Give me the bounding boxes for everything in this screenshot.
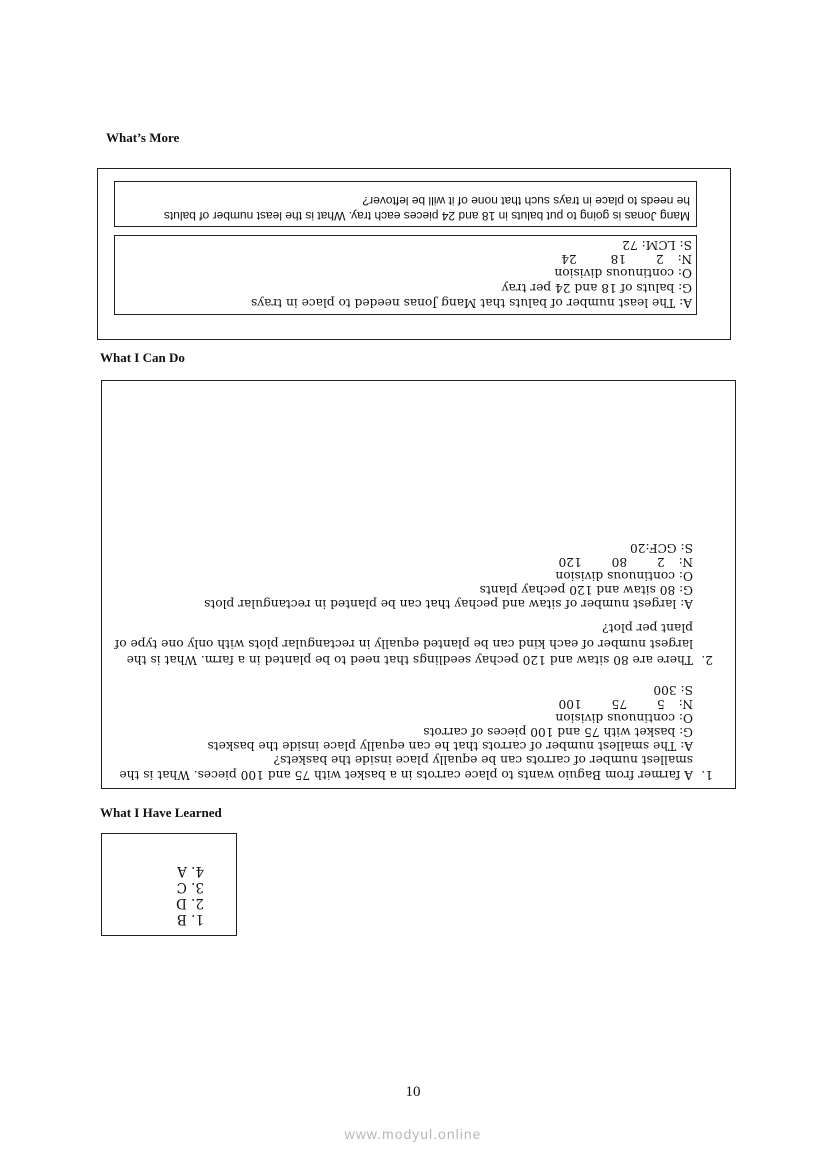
answer-o: O: continuous division [554,266,692,280]
item1-line-3: A: The smallest number of carrots that he can equally place inside the baskets [207,739,693,753]
answer-a: A: The least number of baluts that Mang Jonas needed to place in trays [250,296,692,310]
item2-line-1: There are 80 sitaw and 120 pechay seedlings that need to be planted in a farm. What is the [126,653,693,667]
whats-more-answer-box [114,235,697,315]
learned-answer-3: 3. C [176,879,204,895]
heading-what-i-can-do: What I Can Do [100,350,185,365]
item2-line-5: G: 80 sitaw and 120 pechay plants [479,583,693,597]
item2-n-value-1: 2 [657,555,665,569]
item1-n-value-3: 100 [558,697,582,711]
item1-line-5: O: continuous division [555,711,693,725]
answer-n-value-2: 18 [610,252,627,266]
item1-n-label: N: [678,697,693,711]
answer-n-value-3: 24 [561,252,577,266]
page-number: 10 [405,1084,421,1100]
item1-n-value-1: 5 [657,697,665,711]
heading-what-i-have-learned: What I Have Learned [100,805,222,820]
learned-answer-4: 4. A [177,863,204,879]
problem-line-1: Mang Jonas is going to put baluts in 18 and 24 pieces each tray. What is the least number of baluts [163,209,690,223]
item2-line-6: O: continuous division [555,569,693,583]
item2-n-value-3: 120 [558,555,582,569]
item2-line-4: A: largest number of sitaw and pechay that can be planted in rectangular plots [204,597,693,611]
answer-s: S: LCM: 72 [622,238,692,252]
item2-line-3: plant per plot? [602,621,693,635]
heading-whats-more: What’s More [106,130,180,145]
answer-n-label: N: [677,252,692,266]
whats-more-problem-box [114,181,697,227]
what-i-have-learned-box [101,833,237,936]
item1-s: S: 300 [653,683,693,697]
item2-s: S: GCF:20 [629,541,693,555]
watermark: www.modyul.online [344,1126,482,1142]
item1-line-1: A farmer from Baguio wants to place carrots in a basket with 75 and 100 pieces. What is the [119,768,693,782]
item1-n-value-2: 75 [611,697,628,711]
item2-n-label: N: [678,555,693,569]
item1-number: 1. [701,768,713,782]
item1-line-2: smallest number of carrots can be equally place inside the baskets? [273,753,693,767]
item2-n-value-2: 80 [611,555,628,569]
learned-answer-1: 1. B [176,911,204,927]
answer-g: G: baluts of 18 and 24 per tray [501,281,692,295]
answer-n [561,252,692,265]
item1-n [558,697,693,710]
answer-n-value-1: 2 [656,252,664,266]
item2-n [558,555,693,568]
learned-answer-2: 2. D [176,895,204,911]
item2-number: 2. [701,653,713,667]
item2-line-2: largest number of each kind can be planted equally in rectangular plots with only one type of [114,637,693,651]
what-i-can-do-box [101,380,736,789]
problem-line-2: he needs to place in trays such that none of it will be leftover? [362,194,690,208]
item1-line-4: G: basket with 75 and 100 pieces of carrots [423,725,693,739]
